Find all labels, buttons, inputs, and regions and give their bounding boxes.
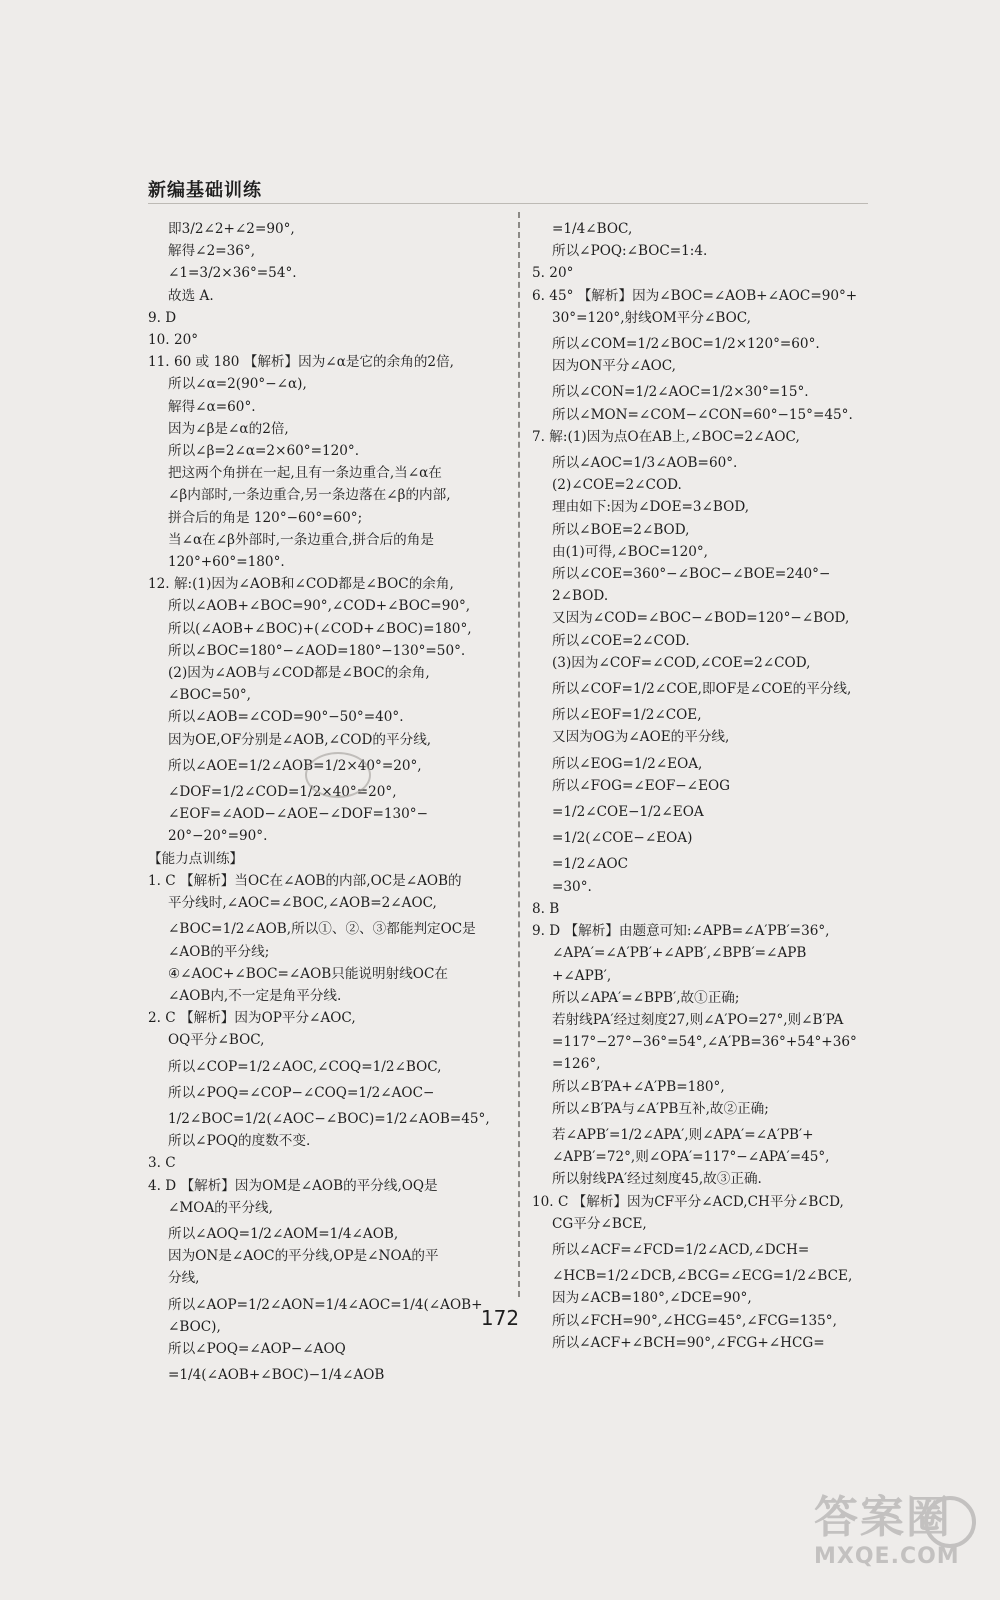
watermark-url: MXQE.COM [814, 1544, 960, 1569]
text-line: 1/2∠BOC=1/2(∠AOC−∠BOC)=1/2∠AOB=45°, [168, 1110, 490, 1127]
text-line: 6. 45° 【解析】因为∠BOC=∠AOB+∠AOC=90°+ [532, 287, 858, 304]
text-line: 所以(∠AOB+∠BOC)+(∠COD+∠BOC)=180°, [168, 620, 472, 637]
text-line: 所以∠AOB=∠COD=90°−50°=40°. [168, 709, 404, 726]
text-line: 所以∠AOQ=1/2∠AOM=1/4∠AOB, [168, 1225, 399, 1242]
text-line: 解得∠α=60°. [168, 398, 256, 415]
text-line: 所以∠α=2(90°−∠α), [168, 376, 307, 393]
text-line: 所以∠β=2∠α=2×60°=120°. [168, 443, 360, 460]
text-line: 因为ON平分∠AOC, [552, 358, 677, 375]
text-line: =1/2∠AOC [552, 856, 629, 873]
text-line: 20°−20°=90°. [168, 828, 268, 845]
watermark-logo-icon [924, 1496, 976, 1548]
text-line: 平分线时,∠AOC=∠BOC,∠AOB=2∠AOC, [168, 895, 437, 912]
text-line: =1/4(∠AOB+∠BOC)−1/4∠AOB [168, 1367, 385, 1384]
text-line: 拼合后的角是 120°−60°=60°; [168, 509, 363, 526]
column-divider [518, 212, 520, 1297]
text-line: ④∠AOC+∠BOC=∠AOB只能说明射线OC在 [168, 965, 448, 982]
text-line: 所以∠BOC=180°−∠AOD=180°−130°=50°. [168, 642, 466, 659]
text-line: =126°, [552, 1056, 601, 1073]
ink-stamp-icon [305, 752, 371, 798]
text-line: 因为ON是∠AOC的平分线,OP是∠NOA的平 [168, 1248, 439, 1265]
text-line: ∠HCB=1/2∠DCB,∠BCG=∠ECG=1/2∠BCE, [552, 1268, 853, 1285]
header-rule [148, 203, 868, 204]
text-line: ∠APB′=72°,则∠OPA′=117°−∠APA′=45°, [552, 1149, 830, 1166]
text-line: ∠BOC=1/2∠AOB,所以①、②、③都能判定OC是 [168, 921, 476, 938]
text-line: 12. 解:(1)因为∠AOB和∠COD都是∠BOC的余角, [148, 576, 454, 593]
text-line: 4. D 【解析】因为OM是∠AOB的平分线,OQ是 [148, 1177, 438, 1194]
page-header-title: 新编基础训练 [148, 180, 262, 201]
text-line: 所以∠AOP=1/2∠AON=1/4∠AOC=1/4(∠AOB+ [168, 1296, 483, 1313]
text-line: 所以∠POQ=∠COP−∠COQ=1/2∠AOC− [168, 1084, 435, 1101]
text-line: 所以∠COP=1/2∠AOC,∠COQ=1/2∠BOC, [168, 1058, 442, 1075]
text-line: 所以∠BOE=2∠BOD, [552, 521, 690, 538]
text-line: 故选 A. [168, 287, 214, 304]
text-line: 30°=120°,射线OM平分∠BOC, [552, 309, 752, 326]
text-line: 把这两个角拼在一起,且有一条边重合,当∠α在 [168, 465, 442, 482]
text-line: 所以∠COM=1/2∠BOC=1/2×120°=60°. [552, 336, 820, 353]
text-line: =1/2∠COE−1/2∠EOA [552, 804, 704, 821]
text-line: OQ平分∠BOC, [168, 1032, 265, 1049]
text-line: ∠BOC), [168, 1318, 221, 1335]
text-line: =30°. [552, 878, 592, 895]
text-line: 由(1)可得,∠BOC=120°, [552, 543, 708, 560]
text-line: 所以∠AOB+∠BOC=90°,∠COD+∠BOC=90°, [168, 598, 471, 615]
text-line: 所以∠B′PA与∠A′PB互补,故②正确; [552, 1100, 769, 1117]
text-line: 即3/2∠2+∠2=90°, [168, 221, 295, 237]
text-line: 所以射线PA′经过刻度45,故③正确. [552, 1171, 762, 1188]
right-column [532, 218, 860, 1354]
text-line: 所以∠POQ=∠AOP−∠AOQ [168, 1340, 346, 1357]
text-line: +∠APB′, [552, 967, 612, 984]
text-line: 若∠APB′=1/2∠APA′,则∠APA′=∠A′PB′+ [552, 1126, 814, 1143]
text-line: ∠β内部时,一条边重合,另一条边落在∠β的内部, [168, 487, 451, 504]
text-line: 11. 60 或 180 【解析】因为∠α是它的余角的2倍, [148, 354, 454, 371]
text-line: 因为∠β是∠α的2倍, [168, 420, 289, 437]
text-line: 所以∠ACF+∠BCH=90°,∠FCG+∠HCG= [552, 1334, 825, 1351]
text-line: 因为∠ACB=180°,∠DCE=90°, [552, 1290, 752, 1307]
text-line: 1. C 【解析】当OC在∠AOB的内部,OC是∠AOB的 [148, 872, 462, 889]
text-line: 所以∠COF=1/2∠COE,即OF是∠COE的平分线, [552, 681, 852, 698]
text-line: (2)∠COE=2∠COD. [552, 477, 682, 494]
text-line: 所以∠EOF=1/2∠COE, [552, 707, 702, 724]
text-line: 10. 20° [148, 332, 199, 349]
text-line: (3)因为∠COF=∠COD,∠COE=2∠COD, [552, 654, 811, 671]
text-line: 【能力点训练】 [148, 850, 244, 867]
text-line: 2∠BOD. [552, 588, 609, 605]
text-line: 所以∠APA′=∠BPB′,故①正确; [552, 989, 740, 1006]
text-line: 所以∠MON=∠COM−∠CON=60°−15°=45°. [552, 406, 853, 423]
text-line: 所以∠AOE=1/2∠AOB=1/2×40°=20°, [168, 757, 422, 774]
text-line: =117°−27°−36°=54°,∠A′PB=36°+54°+36° [552, 1034, 857, 1051]
text-line: (2)因为∠AOB与∠COD都是∠BOC的余角, [168, 665, 430, 682]
text-line: 8. B [532, 900, 560, 917]
text-line: 120°+60°=180°. [168, 554, 285, 571]
watermark [814, 1492, 974, 1588]
text-line: 7. 解:(1)因为点O在AB上,∠BOC=2∠AOC, [532, 428, 800, 445]
text-line: CG平分∠BCE, [552, 1215, 647, 1232]
text-line: 所以∠CON=1/2∠AOC=1/2×30°=15°. [552, 384, 809, 401]
text-line: 所以∠AOC=1/3∠AOB=60°. [552, 455, 738, 472]
text-line: ∠AOB的平分线; [168, 943, 270, 960]
text-line: 所以∠EOG=1/2∠EOA, [552, 755, 703, 772]
text-line: 又因为OG为∠AOE的平分线, [552, 729, 730, 746]
text-line: ∠EOF=∠AOD−∠AOE−∠DOF=130°− [168, 806, 428, 823]
text-line: ∠BOC=50°, [168, 687, 251, 704]
text-line: 所以∠FCH=90°,∠HCG=45°,∠FCG=135°, [552, 1312, 837, 1329]
text-line: 5. 20° [532, 265, 574, 282]
text-line: 所以∠B′PA+∠A′PB=180°, [552, 1078, 725, 1095]
text-line: 分线, [168, 1270, 200, 1287]
text-line: 理由如下:因为∠DOE=3∠BOD, [552, 499, 750, 516]
text-line: ∠AOB内,不一定是角平分线. [168, 987, 342, 1004]
text-line: 9. D 【解析】由题意可知:∠APB=∠A′PB′=36°, [532, 923, 830, 940]
text-line: 因为OE,OF分别是∠AOB,∠COD的平分线, [168, 731, 432, 748]
text-line: 当∠α在∠β外部时,一条边重合,拼合后的角是 [168, 531, 434, 548]
text-line: 所以∠POQ:∠BOC=1:4. [552, 243, 708, 260]
text-line: 解得∠2=36°, [168, 243, 256, 260]
text-line: =1/4∠BOC, [552, 221, 633, 237]
text-line: 又因为∠COD=∠BOC−∠BOD=120°−∠BOD, [552, 610, 850, 627]
text-line: ∠APA′=∠A′PB′+∠APB′,∠BPB′=∠APB [552, 945, 807, 962]
text-line: 所以∠COE=2∠COD. [552, 632, 690, 649]
text-line: 3. C [148, 1155, 176, 1172]
text-line: ∠DOF=1/2∠COD=1/2×40°=20°, [168, 784, 397, 801]
text-line: 10. C 【解析】因为CF平分∠ACD,CH平分∠BCD, [532, 1193, 844, 1210]
text-line: 所以∠FOG=∠EOF−∠EOG [552, 777, 730, 794]
text-line: 2. C 【解析】因为OP平分∠AOC, [148, 1010, 356, 1027]
text-line: ∠MOA的平分线, [168, 1199, 273, 1216]
left-column [148, 218, 510, 1386]
watermark-brand: 答案圈 [814, 1492, 952, 1543]
text-line: 所以∠POQ的度数不变. [168, 1133, 311, 1150]
text-line: 若射线PA′经过刻度27,则∠A′PO=27°,则∠B′PA [552, 1011, 844, 1028]
text-line: 9. D [148, 309, 177, 326]
text-line: =1/2(∠COE−∠EOA) [552, 830, 693, 847]
text-line: 所以∠ACF=∠FCD=1/2∠ACD,∠DCH= [552, 1241, 810, 1258]
text-line: ∠1=3/2×36°=54°. [168, 265, 297, 282]
text-line: 所以∠COE=360°−∠BOC−∠BOE=240°− [552, 566, 831, 583]
page-number: 172 [480, 1306, 520, 1330]
